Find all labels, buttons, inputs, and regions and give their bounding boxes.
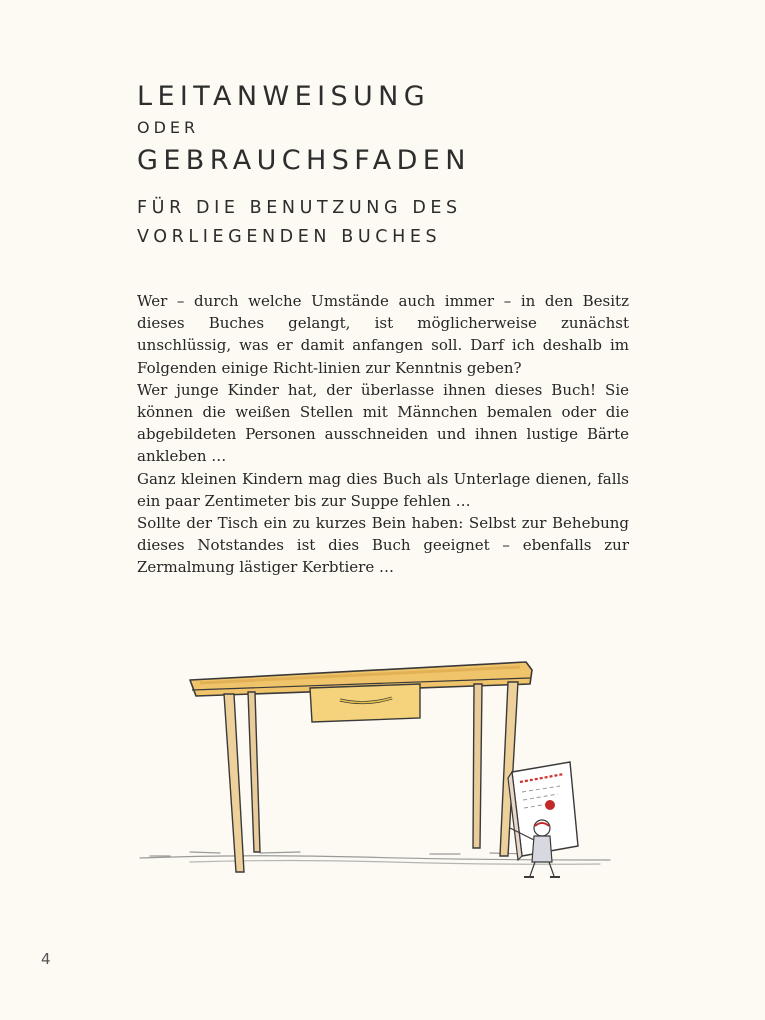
paragraph: Ganz kleinen Kindern mag dies Buch als Unterlage dienen, falls ein paar Zentimeter bis zur Suppe fehlen … — [137, 469, 629, 510]
heading-line-2: ODER — [137, 118, 200, 137]
heading-line-3: GEBRAUCHSFADEN — [137, 145, 471, 176]
subheading — [137, 194, 697, 252]
page-number: 4 — [41, 950, 51, 968]
paragraph: Wer – durch welche Umstände auch immer – in den Besitz dieses Buches gelangt, ist möglicherweise zunächst unschlüssig, was er damit anfangen soll. Darf ich deshalb im Folgenden einige Richt-linien zur Kenntnis geben? — [137, 292, 629, 377]
body-text — [137, 290, 629, 579]
subheading-line-1: FÜR DIE BENUTZUNG DES — [137, 198, 462, 218]
subheading-line-2: VORLIEGENDEN BUCHES — [137, 227, 442, 247]
paragraph: Wer junge Kinder hat, der überlasse ihnen dieses Buch! Sie können die weißen Stellen mit Männchen bemalen oder die abgebildeten Personen ausschneiden und ihnen lustige Bärte ankleben … — [137, 380, 629, 466]
paragraph: Sollte der Tisch ein zu kurzes Bein haben: Selbst zur Behebung dieses Notstandes ist dies Buch geeignet – ebenfalls zur Zermalmung lästiger Kerbtiere … — [137, 514, 629, 577]
table-drawing — [130, 640, 630, 890]
heading-line-1: LEITANWEISUNG — [137, 81, 431, 112]
chapter-heading — [137, 78, 697, 252]
table-illustration — [130, 640, 630, 890]
table-drawer — [310, 684, 420, 722]
